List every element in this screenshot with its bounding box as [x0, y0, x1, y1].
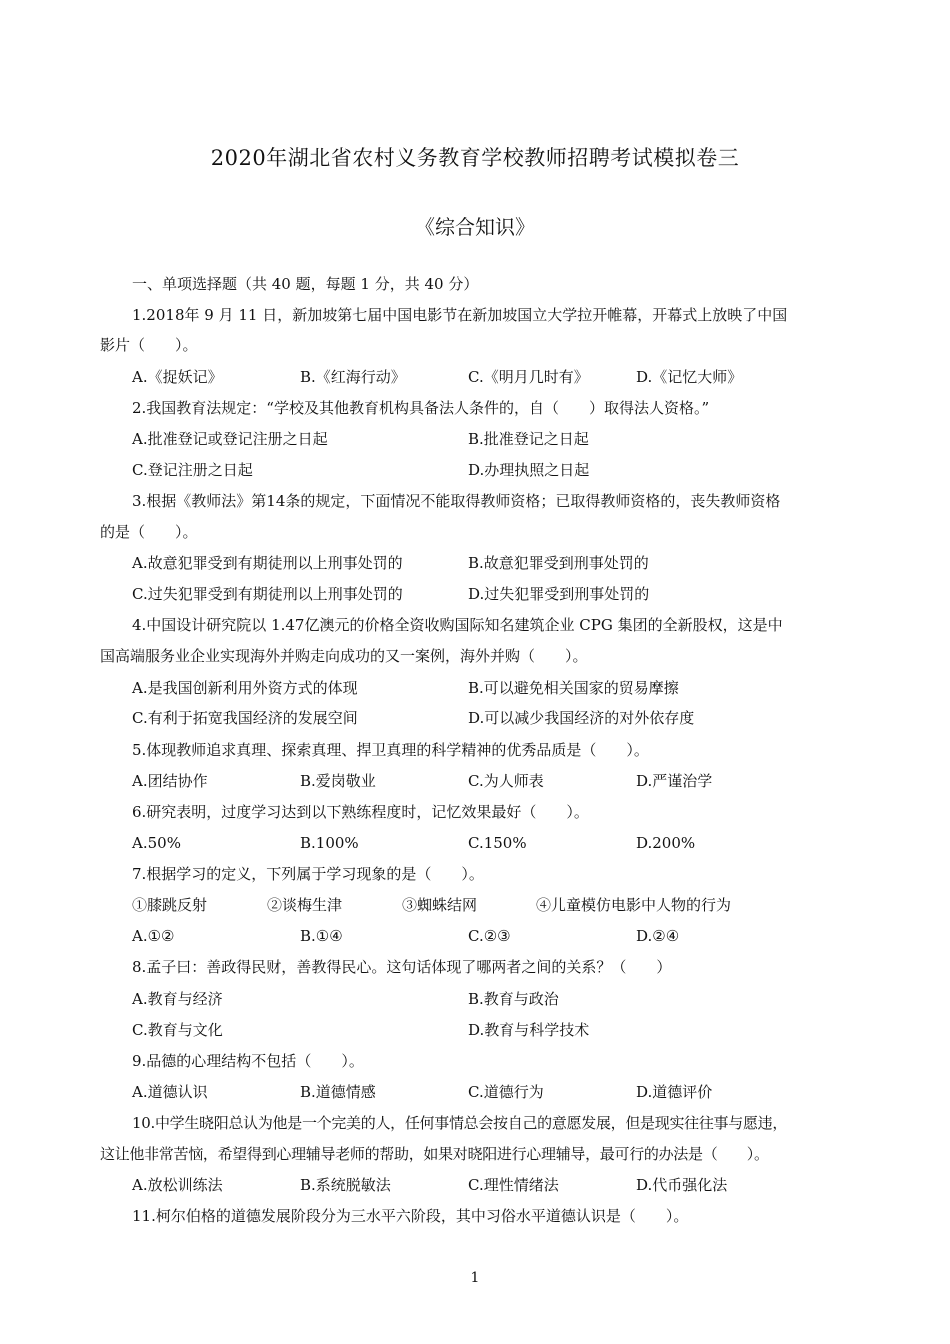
question-4-option-c: C.有利于拓宽我国经济的发展空间 [132, 709, 358, 727]
page-number: 1 [470, 1270, 480, 1286]
question-10-option-d: D.代币强化法 [636, 1176, 728, 1194]
question-5-option-b: B.爱岗敬业 [300, 772, 376, 790]
question-4-option-d: D.可以减少我国经济的对外依存度 [468, 709, 695, 727]
question-10-option-a: A.放松训练法 [132, 1176, 223, 1194]
question-5-option-d: D.严谨治学 [636, 772, 713, 790]
question-2-option-c: C.登记注册之日起 [132, 461, 253, 479]
question-1-option-c: C.《明月几时有》 [468, 368, 589, 386]
question-9-option-b: B.道德情感 [300, 1083, 376, 1101]
question-8-option-a: A.教育与经济 [132, 990, 223, 1008]
question-3-option-b: B.故意犯罪受到刑事处罚的 [468, 554, 649, 572]
question-1-option-b: B.《红海行动》 [300, 368, 406, 386]
question-4-option-a: A.是我国创新利用外资方式的体现 [132, 679, 358, 697]
question-6-option-c: C.150% [468, 834, 527, 852]
question-6-option-b: B.100% [300, 834, 359, 852]
question-5-line-1: 5.体现教师追求真理、探索真理、捍卫真理的科学精神的优秀品质是（ ）。 [132, 741, 649, 759]
question-8-line-1: 8.孟子曰：善政得民财，善教得民心。这句话体现了哪两者之间的关系？（ ） [132, 958, 672, 976]
section-heading: 一、单项选择题（共 40 题，每题 1 分，共 40 分） [132, 275, 479, 293]
question-10-line-2: 这让他非常苦恼，希望得到心理辅导老师的帮助，如果对晓阳进行心理辅导，最可行的办法是（ ）。 [100, 1145, 769, 1163]
question-6-line-1: 6.研究表明，过度学习达到以下熟练程度时，记忆效果最好（ ）。 [132, 803, 589, 821]
question-10-line-1: 10.中学生晓阳总认为他是一个完美的人，任何事情总会按自己的意愿发展，但是现实往往事与愿违， [132, 1114, 788, 1132]
question-10-option-c: C.理性情绪法 [468, 1176, 559, 1194]
question-4-line-1: 4.中国设计研究院以 1.47亿澳元的价格全资收购国际知名建筑企业 CPG 集团的全新股权，这是中 [132, 616, 783, 634]
question-9-option-a: A.道德认识 [132, 1083, 208, 1101]
question-7-option-b: B.①④ [300, 927, 343, 945]
question-7-option-c: C.②③ [468, 927, 511, 945]
question-9-option-c: C.道德行为 [468, 1083, 544, 1101]
question-7-line-1: 7.根据学习的定义，下列属于学习现象的是（ ）。 [132, 865, 484, 883]
question-8-option-b: B.教育与政治 [468, 990, 559, 1008]
question-4-line-2: 国高端服务业企业实现海外并购走向成功的又一案例，海外并购（ ）。 [100, 647, 588, 665]
question-3-option-c: C.过失犯罪受到有期徒刑以上刑事处罚的 [132, 585, 403, 603]
question-1-line-1: 1.2018年 9 月 11 日，新加坡第七届中国电影节在新加坡国立大学拉开帷幕，开幕式上放映了中国 [132, 306, 788, 324]
question-3-option-a: A.故意犯罪受到有期徒刑以上刑事处罚的 [132, 554, 403, 572]
question-3-option-d: D.过失犯罪受到刑事处罚的 [468, 585, 650, 603]
question-1-option-a: A.《捉妖记》 [132, 368, 223, 386]
question-7-option-a: A.①② [132, 927, 175, 945]
question-11-line-1: 11.柯尔伯格的道德发展阶段分为三水平六阶段，其中习俗水平道德认识是（ ）。 [132, 1207, 689, 1225]
question-5-option-c: C.为人师表 [468, 772, 544, 790]
question-1-option-d: D.《记忆大师》 [636, 368, 743, 386]
question-7-option-d: D.②④ [636, 927, 680, 945]
exam-title: 2020年湖北省农村义务教育学校教师招聘考试模拟卷三 [210, 146, 740, 170]
question-7-item-2: ②谈梅生津 [267, 896, 343, 914]
question-3-line-1: 3.根据《教师法》第14条的规定，下面情况不能取得教师资格；已取得教师资格的，丧失教师资格 [132, 492, 781, 510]
question-2-option-a: A.批准登记或登记注册之日起 [132, 430, 328, 448]
question-2-option-d: D.办理执照之日起 [468, 461, 590, 479]
exam-subtitle: 《综合知识》 [415, 215, 535, 239]
question-9-option-d: D.道德评价 [636, 1083, 713, 1101]
question-2-line-1: 2.我国教育法规定：“学校及其他教育机构具备法人条件的，自（ ）取得法人资格。” [132, 399, 710, 417]
question-4-option-b: B.可以避免相关国家的贸易摩擦 [468, 679, 679, 697]
question-7-item-1: ①膝跳反射 [132, 896, 208, 914]
question-1-line-2: 影片（ ）。 [100, 336, 198, 354]
question-6-option-d: D.200% [636, 834, 696, 852]
question-10-option-b: B.系统脱敏法 [300, 1176, 391, 1194]
question-6-option-a: A.50% [132, 834, 181, 852]
question-8-option-d: D.教育与科学技术 [468, 1021, 590, 1039]
question-7-item-3: ③蜘蛛结网 [402, 896, 478, 914]
question-8-option-c: C.教育与文化 [132, 1021, 223, 1039]
question-2-option-b: B.批准登记之日起 [468, 430, 589, 448]
question-7-item-4: ④儿童模仿电影中人物的行为 [536, 896, 732, 914]
question-3-line-2: 的是（ ）。 [100, 523, 198, 541]
question-9-line-1: 9.品德的心理结构不包括（ ）。 [132, 1052, 364, 1070]
question-5-option-a: A.团结协作 [132, 772, 208, 790]
